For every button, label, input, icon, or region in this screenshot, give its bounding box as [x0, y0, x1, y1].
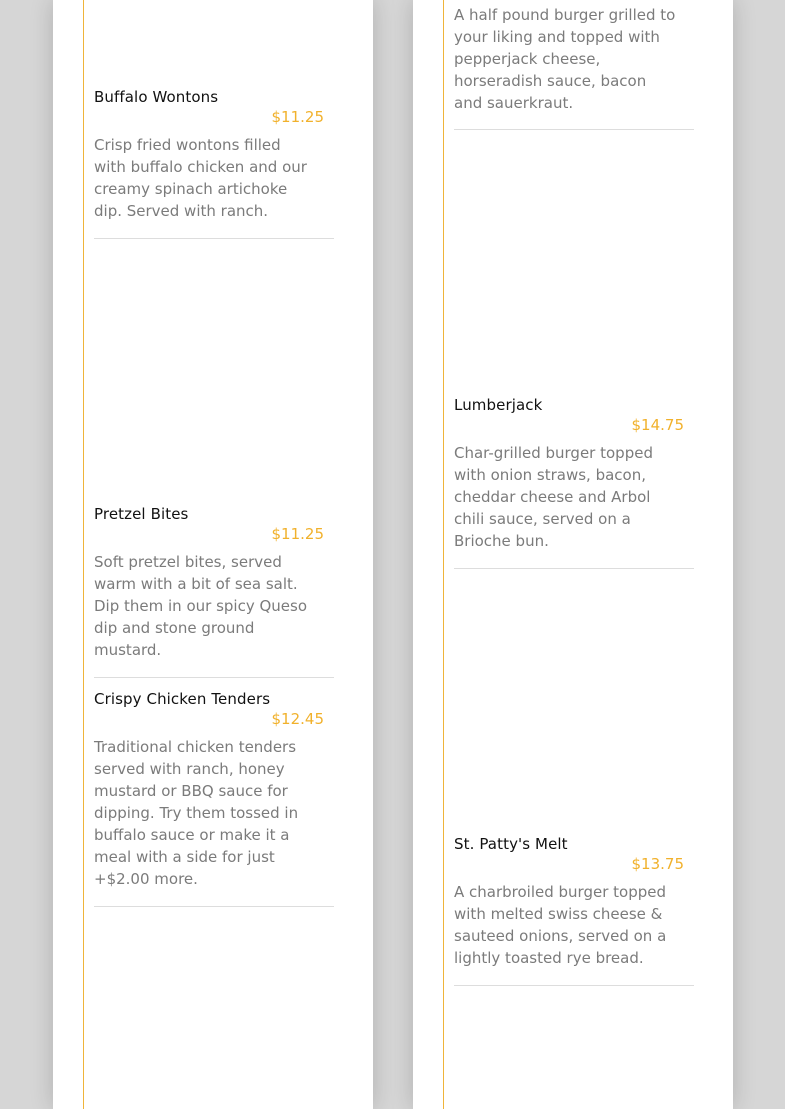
item-description: A half pound burger grilled to your liking and topped with pepperjack cheese, horseradish sauce, bacon and sauerkraut.	[454, 6, 676, 112]
item-name: St. Patty's Melt	[454, 835, 568, 853]
item-image-placeholder	[454, 998, 694, 1109]
menu-column-left	[53, 0, 373, 1109]
item-image-placeholder	[94, 0, 334, 80]
item-name: Lumberjack	[454, 396, 543, 414]
item-description: Char-grilled burger topped with onion straws, bacon, cheddar cheese and Arbol chili sauce, served on a Brioche bun.	[454, 444, 653, 550]
menu-item-crispy-chicken-tenders[interactable]	[94, 690, 334, 895]
item-description: Crisp fried wontons filled with buffalo chicken and our creamy spinach artichoke dip. Served with ranch.	[94, 136, 307, 220]
item-name: Pretzel Bites	[94, 505, 189, 523]
menu-item-pretzel-bites[interactable]	[94, 505, 334, 665]
item-image-placeholder	[454, 580, 694, 820]
menu-item-st-pattys-melt[interactable]	[454, 835, 694, 975]
item-price: $11.25	[271, 108, 324, 126]
item-description: A charbroiled burger topped with melted swiss cheese & sauteed onions, served on a lightly toasted rye bread.	[454, 883, 667, 967]
column-accent-line	[443, 0, 444, 1109]
item-divider	[94, 238, 334, 239]
item-description: Soft pretzel bites, served warm with a bit of sea salt. Dip them in our spicy Queso dip and stone ground mustard.	[94, 553, 307, 659]
menu-item-buffalo-wontons[interactable]	[94, 88, 334, 228]
column-accent-line	[83, 0, 84, 1109]
menu-column-right	[413, 0, 733, 1109]
menu-item-lumberjack[interactable]	[454, 396, 694, 556]
item-description: Traditional chicken tenders served with ranch, honey mustard or BBQ sauce for dipping. Try them tossed in buffalo sauce or make it a meal with a side for just +$2.00 more.	[94, 738, 299, 888]
item-name: Crispy Chicken Tenders	[94, 690, 271, 708]
item-divider	[454, 129, 694, 130]
item-divider	[454, 568, 694, 569]
item-price: $11.25	[271, 525, 324, 543]
item-divider	[454, 985, 694, 986]
item-price: $14.75	[631, 416, 684, 434]
item-divider	[94, 677, 334, 678]
item-divider	[94, 906, 334, 907]
menu-item-partial[interactable]	[454, 0, 694, 120]
item-price: $12.45	[271, 710, 324, 728]
item-name: Buffalo Wontons	[94, 88, 219, 106]
item-image-placeholder	[94, 250, 334, 490]
item-image-placeholder	[94, 918, 334, 1109]
item-image-placeholder	[454, 140, 694, 380]
item-price: $13.75	[631, 855, 684, 873]
